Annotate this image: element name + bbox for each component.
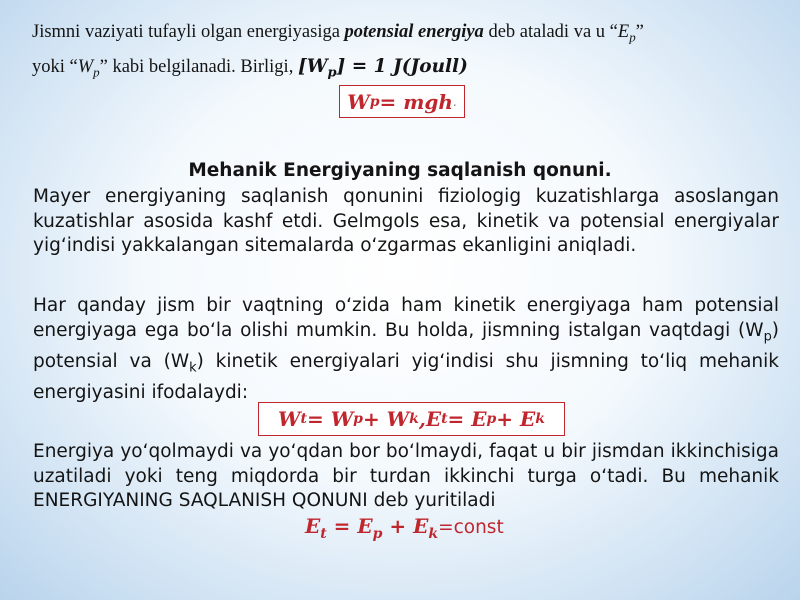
- formula-subscript: k: [535, 411, 545, 427]
- unit-formula: [297, 55, 468, 81]
- formula-dot: .: [452, 94, 457, 109]
- formula-symbol: W: [278, 407, 301, 431]
- paragraph-mechanical-energy: [33, 294, 779, 405]
- intro-text-part: Jismni vaziyati tufayli olgan energiyasiga: [32, 22, 345, 42]
- unit-formula-rhs: ] = 1 J(Joull): [336, 55, 468, 77]
- formula-separator: ,: [418, 407, 426, 431]
- intro-line1: [32, 22, 644, 45]
- formula-subscript: p: [486, 411, 497, 427]
- formula-symbol: E: [425, 407, 442, 431]
- formula-const: [305, 514, 504, 542]
- formula-subscript: k: [428, 526, 439, 542]
- unit-formula-lhs: [W: [297, 55, 328, 77]
- formula-potential-energy: [339, 85, 465, 118]
- formula-part: + E: [382, 514, 429, 538]
- term-potential-energy: potensial energiya: [344, 22, 484, 42]
- formula-subscript: t: [320, 526, 327, 542]
- wp-symbol: W: [77, 56, 94, 77]
- formula-subscript: k: [409, 411, 419, 427]
- formula-subscript: p: [369, 93, 380, 110]
- intro-text-part: deb ataladi va u “: [483, 22, 618, 42]
- paragraph-conservation-law: Energiya yo‘qolmaydi va yo‘qdan bor bo‘lmaydi, faqat u bir jismdan ikkinchisiga uzatiladi yoki teng miqdorda bir turdan ikkinchi turga o‘tadi. Bu mehanik ENERGIYANING SAQLANISH QONUNI deb yuritiladi: [33, 441, 779, 511]
- intro-text-part: ” kabi belgilanadi. Birligi,: [99, 56, 298, 77]
- formula-part: = E: [326, 514, 373, 538]
- paragraph-history: Mayer energiyaning saqlanish qonunini fiziologig kuzatishlarga asoslangan kuzatishlar asosida kashf etdi. Gelmgols esa, kinetik va potensial energiyalar yig‘indisi yakkalangan sitemalarda o‘zgarmas ekanligini aniqladi.: [33, 186, 779, 256]
- formula-part: + W: [362, 407, 410, 431]
- paragraph-text: ) potensial va (W: [33, 319, 779, 372]
- ep-symbol: E: [617, 22, 630, 42]
- paragraph-text: Har qanday jism bir vaqtning o‘zida ham kinetik energiyaga ham potensial energiyaga ega bo‘la olishi mumkin. Bu holda, jismning istalgan vaqtdagi (W: [33, 295, 779, 341]
- formula-symbol: W: [347, 89, 370, 114]
- wp-subscript: p: [93, 64, 100, 80]
- formula-const-label: =const: [438, 517, 504, 538]
- unit-subscript: p: [327, 65, 337, 81]
- formula-total-energy: [258, 402, 565, 436]
- section-heading: Mehanik Energiyaning saqlanish qonuni.: [188, 160, 612, 181]
- formula-subscript: p: [372, 526, 383, 542]
- ep-subscript: p: [629, 29, 636, 45]
- formula-rhs: = mgh: [379, 89, 453, 114]
- formula-subscript: p: [353, 411, 363, 427]
- intro-text-part: ”: [635, 22, 644, 42]
- intro-line2: [32, 55, 468, 81]
- formula-part: = W: [306, 407, 354, 431]
- paragraph-text: ) kinetik energiyalari yig‘indisi shu jismning to‘liq mehanik energiyasini ifodalaydi:: [33, 350, 780, 403]
- formula-subscript: t: [300, 411, 307, 427]
- intro-text: [32, 18, 782, 87]
- subscript-k: k: [189, 360, 197, 376]
- formula-part: = E: [447, 407, 487, 431]
- formula-symbol: E: [305, 514, 321, 538]
- intro-text-part: yoki “: [32, 56, 78, 77]
- subscript-p: p: [763, 329, 772, 345]
- formula-subscript: t: [441, 411, 448, 427]
- formula-part: + E: [496, 407, 536, 431]
